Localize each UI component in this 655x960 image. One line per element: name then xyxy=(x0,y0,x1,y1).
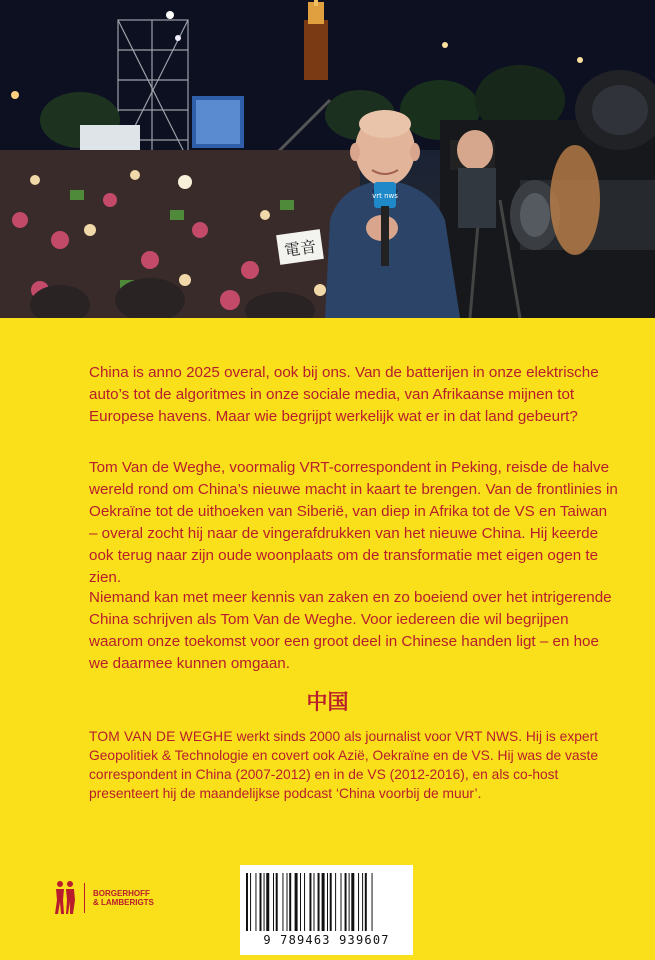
cover-photo xyxy=(0,0,655,318)
barcode-bar xyxy=(327,873,328,931)
barcode-bar xyxy=(314,873,315,931)
barcode-bar xyxy=(289,873,291,931)
blurb-paragraph-3: Niemand kan met meer kennis van zaken en zo boeiend over het intrigerende China schrijven als Tom Van de Weghe. Voor iedereen die wil begrijpen waarom onze toekomst voor een groot deel in Chinese handen ligt – en hoe we daarmee kunnen omgaan. xyxy=(89,589,612,672)
two-figures-icon xyxy=(54,880,76,916)
barcode-bar xyxy=(276,873,278,931)
isbn-barcode xyxy=(240,865,413,955)
publisher-line-1: BORGERHOFF xyxy=(93,889,150,898)
rally-sign-text: 電音 xyxy=(283,236,318,261)
author-bio xyxy=(89,727,629,803)
barcode-bar xyxy=(287,873,288,931)
chinese-title: 中国 xyxy=(306,690,349,714)
barcode-bar xyxy=(318,873,320,931)
author-name: TOM VAN DE WEGHE xyxy=(89,729,233,744)
barcode-bar xyxy=(372,873,373,931)
publisher-name xyxy=(93,889,154,907)
logo-divider xyxy=(84,883,85,913)
microphone-label: vrt nws xyxy=(372,192,398,200)
blurb-paragraph-2: Tom Van de Weghe, voormalig VRT-correspondent in Peking, reisde de halve wereld rond om China’s nieuwe macht in kaart te brengen. Van de frontlinies in Oekraïne tot de uithoeken van Siberië, van diep in Afrika tot de VS en Taiwan – overal zocht hij naar de vingerafdrukken van het nieuwe China. Hij keerde ook terug naar zijn oude woonplaats om de transformatie met eigen ogen te zien. xyxy=(89,459,618,586)
barcode-bar xyxy=(335,873,336,931)
barcode-bar xyxy=(260,873,262,931)
barcode-bar xyxy=(304,873,305,931)
barcode-bar xyxy=(300,873,301,931)
blurb-paragraph-1: China is anno 2025 overal, ook bij ons. Van de batterijen in onze elektrische auto’s tot de algoritmes in onze sociale media, van Afrikaanse mijnen tot Europese havens. Maar wie begrijpt werkelijk wat er in dat land gebeurt? xyxy=(89,364,599,425)
publisher-line-2: & LAMBERIGTS xyxy=(93,898,154,907)
barcode-bar xyxy=(246,873,248,931)
publisher-logo xyxy=(54,878,154,918)
barcode-bar xyxy=(351,873,354,931)
photo-illustration xyxy=(0,0,655,318)
barcode-bars xyxy=(246,873,407,931)
barcode-bar xyxy=(295,873,298,931)
barcode-bar xyxy=(358,873,359,931)
barcode-bar xyxy=(266,873,269,931)
barcode-bar xyxy=(282,873,283,931)
barcode-bar xyxy=(330,873,332,931)
barcode-bar xyxy=(309,873,311,931)
barcode-bar xyxy=(345,873,347,931)
barcode-bar xyxy=(264,873,265,931)
barcode-bar xyxy=(322,873,325,931)
barcode-bar xyxy=(365,873,367,931)
author-bio-text: werkt sinds 2000 als journalist voor VRT NWS. Hij is expert Geopolitiek & Technologie en covert ook Azië, Oekraïne en de VS. Hij was de vaste correspondent in China (2007-2012) en in de VS (2012-2016), en als co-host presenteert hij de maandelijkse podcast ‘China voorbij de muur’. xyxy=(89,729,598,801)
barcode-bar xyxy=(255,873,256,931)
barcode-bar xyxy=(349,873,350,931)
barcode-bar xyxy=(273,873,274,931)
barcode-bar xyxy=(250,873,251,931)
barcode-bar xyxy=(362,873,363,931)
barcode-bar xyxy=(341,873,342,931)
isbn-number: 9 789463 939607 xyxy=(263,933,390,947)
